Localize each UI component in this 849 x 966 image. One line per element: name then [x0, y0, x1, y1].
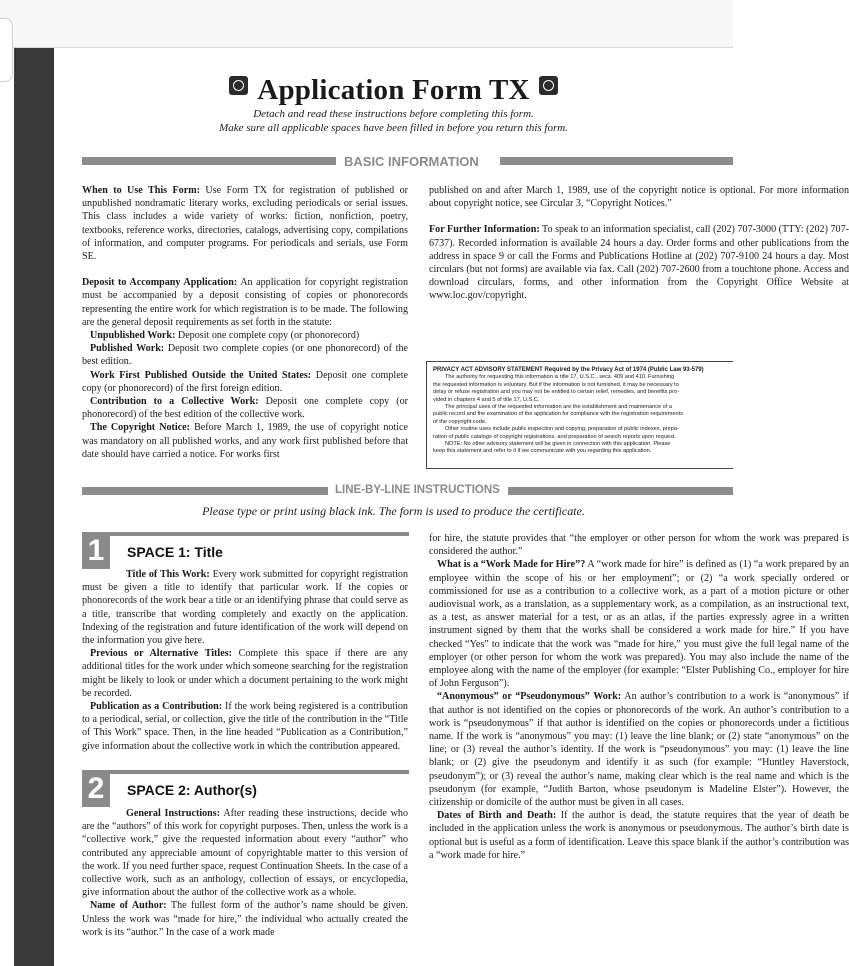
space-1-body: [82, 568, 408, 753]
space-2-header: [82, 770, 409, 810]
paragraph: Deposit to Accompany Application: An application for copyright registration must be accompanied by a deposit consisting of copies or phonorecords representing the entire work for which registration is to be made. The following are the general deposit requirements as set forth in the statute:: [82, 277, 408, 328]
section-heading-basic: BASIC INFORMATION: [344, 154, 479, 169]
paragraph: for hire, the statute provides that “the employer or other person for whom the work was prepared is considered the author.”: [429, 533, 849, 558]
section-bar-left: [82, 157, 336, 165]
section-bar-left: [82, 487, 328, 495]
viewer-toolbar: [0, 0, 733, 48]
copyright-mark-icon: [229, 76, 248, 95]
section-heading-linebyline: LINE-BY-LINE INSTRUCTIONS: [335, 484, 500, 496]
space-1-header: [82, 532, 409, 572]
space-title: SPACE 2: Author(s): [127, 782, 257, 798]
paragraph: published on and after March 1, 1989, use of the copyright notice is optional. For more information about copyright notice, see Circular 3, “Copyright Notices.”: [429, 185, 849, 210]
paragraph: Name of Author: The fullest form of the author’s name should be given. Unless the work was “made for hire,” the individual who actually created the work is its “author.” In the case of a work made: [82, 900, 409, 938]
paragraph: “Anonymous” or “Pseudonymous” Work: An author’s contribution to a work is “anonymous” if that author is not identified on the copies or phonorecords of the work. An author’s contribution to a work is “pseudonymous” if that author is identified on the copies or phonorecords under a fictitious name. If the work is “anonymous” you may: (1) leave the line blank; or (2) state “anonymous” on the line; or (3) reveal the author’s identity. If the work is “pseudonymous” you may: (1) leave the line blank; or (2) give the pseudonym and identify it as such (for example: “Huntley Haverstock, pseudonym”); or (3) reveal the author’s name, making clear which is the real name and which is the pseudonym (for example, “Judith Barton, whose pseudonym is Madeline Elster”). However, the citizenship or domicile of the author must be given in all cases.: [429, 691, 849, 809]
form-title: [54, 74, 733, 107]
copyright-mark-icon: [539, 76, 558, 95]
basic-info-left-column: [82, 184, 408, 461]
paragraph: Unpublished Work: Deposit one complete copy (or phonorecord): [90, 330, 360, 342]
paragraph: Publication as a Contribution: If the work being registered is a contribution to a periodical, serial, or collection, give the title of the contribution in the “Title of This Work” space. Then, in the line headed “Publication as a Contribution,” give information about the collective work in which the contribution appeared.: [82, 701, 408, 752]
paragraph: Work First Published Outside the United States: Deposit one complete copy (or phonorecord) of the first foreign edition.: [82, 369, 408, 394]
paragraph: Published Work: Deposit two complete copies (or one phonorecord) of the best edition.: [82, 343, 408, 368]
space-rule: [110, 770, 409, 774]
page-title: Application Form TX: [257, 74, 530, 106]
section-bar-right: [508, 487, 733, 495]
paragraph: When to Use This Form: Use Form TX for registration of published or unpublished nondramatic literary works, excluding periodicals or serial issues. This class includes a wide variety of works: fiction, nonfiction, poetry, textbooks, reference works, directories, catalogs, advertising copy, compilations of information, and computer programs. For periodicals and serials, use Form SE.: [82, 185, 409, 263]
paragraph: What is a “Work Made for Hire”? A “work made for hire” is defined as (1) “a work prepared by an employee within the scope of his or her employment”; or (2) “a work specially ordered or commissioned for use as a contribution to a collective work, as a part of a motion picture or other audiovisual work, as a translation, as a supplementary work, as a compilation, as an instructional text, as a test, as answer material for a test, or as an atlas, if the parties expressly agree in a written instrument signed by them that the works shall be considered a work made for hire.” If you have checked “Yes” to indicate that the work was “made for hire,” you must give the full legal name of the employer (or other person for whom the work was prepared). You may also include the name of the employee along with the name of the employer (for example: “Elster Publishing Co., employer for hire of John Ferguson”).: [429, 559, 849, 690]
document-page: [54, 48, 849, 966]
paragraph: The Copyright Notice: Before March 1, 1989, the use of copyright notice was mandatory on all published works, and any work first published before that date should have carried a notice. For works first: [82, 422, 408, 460]
privacy-heading: PRIVACY ACT ADVISORY STATEMENT Required by the Privacy Act of 1974 (Public Law 93-579): [433, 367, 704, 373]
page-gutter: [14, 48, 54, 966]
side-panel-tab[interactable]: [0, 18, 13, 82]
paragraph: Contribution to a Collective Work: Deposit one complete copy (or phonorecord) of the best edition of the collective work.: [82, 396, 408, 421]
space-number: 1: [82, 532, 110, 569]
space-number: 2: [82, 770, 110, 807]
space-rule: [110, 532, 409, 536]
subtitle-line-2: Make sure all applicable spaces have been filled in before you return this form.: [219, 122, 568, 134]
subtitle-line-1: Detach and read these instructions before completing this form.: [253, 108, 534, 120]
paragraph: Dates of Birth and Death: If the author is dead, the statute requires that the year of death be included in the application unless the work is anonymous or pseudonymous. The author’s birth date is optional but is useful as a form of identification. Leave this space blank if the author’s contribution was a “work made for hire.”: [429, 810, 849, 861]
basic-info-right-column: [429, 184, 849, 303]
space-2-right-column: [429, 532, 849, 862]
paragraph: For Further Information: To speak to an information specialist, call (202) 707-3000 (TTY: (202) 707-6737). Recorded information is available 24 hours a day. Order forms and other publications from the address in space 9 or call the Forms and Publications Hotline at (202) 707-9100 24 hours a day. Most circulars (but not forms) are available via fax. Call (202) 707-2600 from a touchtone phone. Access and download circulars, forms, and other information from the Copyright Office Website at www.loc.gov/copyright.: [429, 224, 849, 302]
paragraph: Title of This Work: Every work submitted for copyright registration must be given a title to identify that particular work. If the copies or phonorecords of the work bear a title or an identifying phrase that could serve as a title, transcribe that wording completely and exactly on the application. Indexing of the registration and future identification of the work will depend on the information you give here.: [82, 569, 408, 647]
paragraph: Previous or Alternative Titles: Complete this space if there are any additional titles for the work under which someone searching for the registration might be likely to look or under which a document pertaining to the work might be recorded.: [82, 648, 408, 699]
paragraph: General Instructions: After reading these instructions, decide who are the “authors” of this work for copyright purposes. Then, unless the work is a “collective work,” give the requested information about every “author” who contributed any appreciable amount of copyrightable matter to this version of the work. If you need further space, request Continuation Sheets. In the case of a collective work, such as an anthology, collection of essays, or encyclopedia, give information about the author of the collective work as a whole.: [82, 808, 409, 899]
privacy-act-statement: PRIVACY ACT ADVISORY STATEMENT Required by the Privacy Act of 1974 (Public Law 93-579) The authority for requesting this information is title 17, U.S.C., secs. 409 and 410. Furnishing the requested information is voluntary. But if the information is not furnished, it may be necessary to delay or refuse registration and you may not be entitled to certain relief, remedies, and benefits pro- vided in chapters 4 and 5 of title 17, U.S.C. The principal uses of the requested information are the establishment and maintenance of a public record and the examination of the application for compliance with the registration requirements of the copyright code. Other routine uses include public inspection and copying, preparation of public indexes, prepa- ration of public catalogs of copyright registrations, and preparation of search reports upon request. NOTE: No other advisory statement will be given in connection with this application. Please keep this statement and refer to it if we communicate with you regarding this application.: [426, 361, 733, 469]
section-bar-right: [500, 157, 733, 165]
space-title: SPACE 1: Title: [127, 544, 223, 560]
space-2-body: [82, 807, 408, 939]
ink-instruction: Please type or print using black ink. The form is used to produce the certificate.: [202, 504, 585, 518]
